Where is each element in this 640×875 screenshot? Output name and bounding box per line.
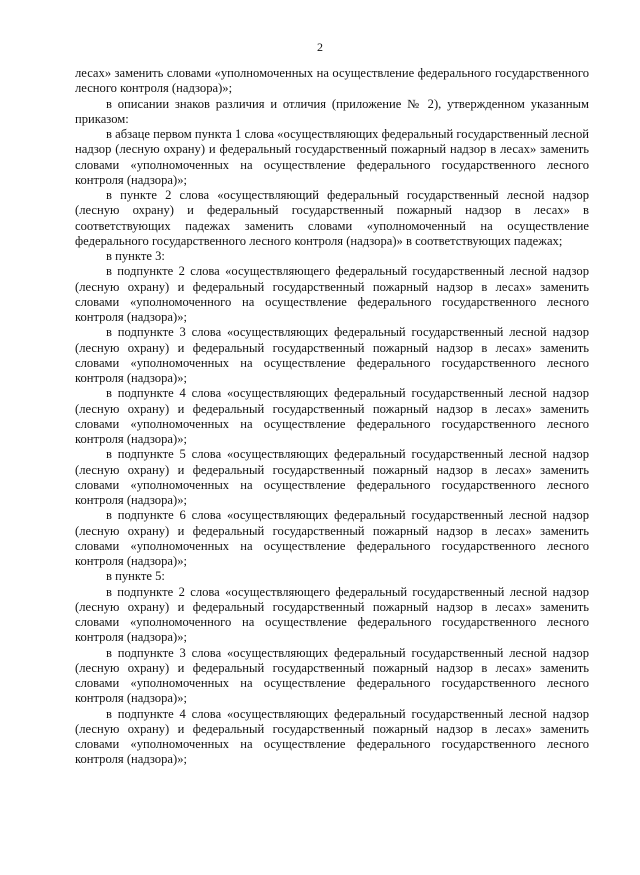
paragraph: в пункте 5:	[106, 569, 165, 584]
paragraph: в подпункте 5 слова «осуществляющих федеральный государственный лесной надзор (лесную охрану) и федеральный государственный пожарный надзор в лесах» заменить словами «уполномоченных на осуществление федерального государственного лесного контроля (надзора)»;	[75, 447, 589, 507]
paragraph: в абзаце первом пункта 1 слова «осуществляющих федеральный государственный лесной надзор (лесную охрану) и федеральный государственный пожарный надзор в лесах» заменить словами «уполномоченных на осуществление федерального государственного лесного контроля (надзора)»;	[75, 127, 589, 187]
paragraph: в подпункте 2 слова «осуществляющего федеральный государственный лесной надзор (лесную охрану) и федеральный государственный пожарный надзор в лесах» заменить словами «уполномоченного на осуществление федерального государственного лесного контроля (надзора)»;	[75, 584, 589, 645]
page-number: 2	[317, 40, 323, 54]
paragraph: в подпункте 4 слова «осуществляющих федеральный государственный лесной надзор (лесную охрану) и федеральный государственный пожарный надзор в лесах» заменить словами «уполномоченных на осуществление федерального государственного лесного контроля (надзора)»;	[75, 706, 589, 767]
paragraph: в описании знаков различия и отличия (приложение № 2), утвержденном указанным приказом:	[75, 96, 589, 126]
paragraph: лесах» заменить словами «уполномоченных на осуществление федерального государственного лесного контроля (надзора)»;	[75, 66, 589, 96]
paragraph: в подпункте 2 слова «осуществляющего федеральный государственный лесной надзор (лесную охрану) и федеральный государственный пожарный надзор в лесах» заменить словами «уполномоченного на осуществление федерального государственного лесного контроля (надзора)»;	[75, 264, 589, 324]
document-body	[75, 66, 589, 768]
paragraph: в подпункте 6 слова «осуществляющих федеральный государственный лесной надзор (лесную охрану) и федеральный государственный пожарный надзор в лесах» заменить словами «уполномоченных на осуществление федерального государственного лесного контроля (надзора)»;	[75, 508, 589, 568]
paragraph: в подпункте 3 слова «осуществляющих федеральный государственный лесной надзор (лесную охрану) и федеральный государственный пожарный надзор в лесах» заменить словами «уполномоченных на осуществление федерального государственного лесного контроля (надзора)»;	[75, 645, 589, 706]
paragraph: в пункте 2 слова «осуществляющий федеральный государственный лесной надзор (лесную охрану) и федеральный государственный пожарный надзор в лесах» в соответствующих падежах заменить словами «уполномоченный на осуществление федерального государственного лесного контроля (надзора)» в соответствующих падежах;	[75, 188, 589, 248]
paragraph: в подпункте 3 слова «осуществляющих федеральный государственный лесной надзор (лесную охрану) и федеральный государственный пожарный надзор в лесах» заменить словами «уполномоченных на осуществление федерального государственного лесного контроля (надзора)»;	[75, 325, 589, 385]
paragraph: в подпункте 4 слова «осуществляющих федеральный государственный лесной надзор (лесную охрану) и федеральный государственный пожарный надзор в лесах» заменить словами «уполномоченных на осуществление федерального государственного лесного контроля (надзора)»;	[75, 386, 589, 446]
paragraph: в пункте 3:	[106, 249, 165, 263]
